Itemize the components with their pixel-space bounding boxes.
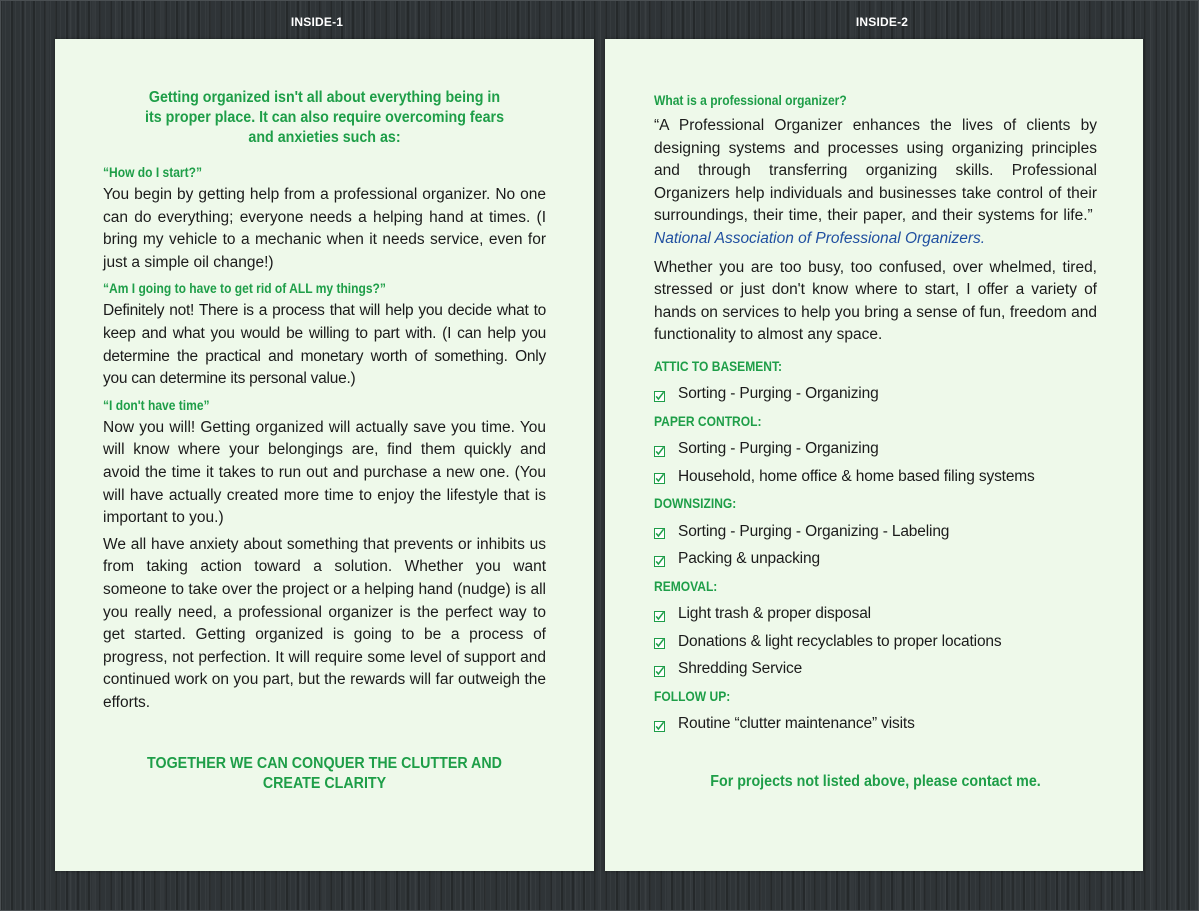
section-title: DOWNSIZING: (654, 495, 737, 512)
checkbox-checked-icon (654, 554, 665, 565)
section-title: PAPER CONTROL: (654, 412, 762, 429)
service-item (654, 380, 1097, 408)
service-item (654, 463, 1097, 491)
checkbox-checked-icon (654, 444, 665, 455)
service-item (654, 435, 1097, 463)
checkbox-checked-icon (654, 389, 665, 400)
answer-no-time: Now you will! Getting organized will actually save you time. You will know where your belongings are, find them quickly and avoid the time it takes to run out and purchase a new one. (You will have actually created more time to enjoy the lifestyle that is important to you.) (103, 418, 546, 527)
service-item-label: Shredding Service (678, 660, 803, 678)
intro-heading: Getting organized isn't all about everything being in its proper place. It can also require overcoming fears and anxieties such as: (144, 89, 505, 146)
page-inside-1 (55, 39, 594, 871)
closing-wrap (103, 754, 546, 794)
contact-footer: For projects not listed above, please contact me. (710, 772, 1041, 790)
inside-1-label: INSIDE-1 (290, 15, 344, 29)
checkbox-checked-icon (654, 719, 665, 730)
question-get-rid-of-things: “Am I going to have to get rid of ALL my things?” (103, 280, 386, 297)
service-item-label: Sorting - Purging - Organizing (678, 440, 879, 458)
service-item (654, 710, 1097, 738)
service-item (654, 600, 1097, 628)
service-item-label: Sorting - Purging - Organizing - Labeling (678, 522, 950, 540)
quote-text: “A Professional Organizer enhances the lives of clients by designing systems and processes using organizing principles and through transferring organizing skills. Professional Organizers help individuals and businesses take control of their surroundings, their time, their paper, and their systems for life.” (654, 117, 1097, 225)
checkbox-checked-icon (654, 636, 665, 647)
question-no-time: “I don't have time” (103, 396, 210, 413)
answer-how-do-i-start: You begin by getting help from a professional organizer. No one can do everything; everyone needs a helping hand at times. (I bring my vehicle to a mechanic when it needs service, even for just a simple oil change!) (103, 186, 546, 271)
definition-quote (654, 115, 1097, 251)
service-item-label: Routine “clutter maintenance” visits (678, 715, 915, 733)
section-title: ATTIC TO BASEMENT: (654, 357, 782, 374)
closing-slogan: TOGETHER WE CAN CONQUER THE CLUTTER AND CREATE CLARITY (147, 755, 502, 793)
service-item-label: Light trash & proper disposal (678, 605, 871, 623)
anxiety-paragraph: We all have anxiety about something that prevents or inhibits us from taking action toward a solution. Whether you want someone to take over the project or a helping hand (nudge) is all you really need, a professional organizer is the perfect way to get started. Getting organized is going to be a process of progress, not perfection. It will require some level of support and continued work on you part, but the rewards will far outweigh the efforts. (103, 535, 546, 711)
what-is-heading: What is a professional organizer? (654, 92, 847, 108)
service-item (654, 655, 1097, 683)
section-title: REMOVAL: (654, 577, 718, 594)
service-item (654, 628, 1097, 656)
service-item (654, 545, 1097, 573)
checkbox-checked-icon (654, 664, 665, 675)
service-item-label: Household, home office & home based filing systems (678, 467, 1035, 485)
checkbox-checked-icon (654, 526, 665, 537)
services-list (654, 353, 1097, 738)
service-item-label: Packing & unpacking (678, 550, 820, 568)
service-item-label: Sorting - Purging - Organizing (678, 385, 879, 403)
page2-content (654, 90, 1097, 792)
quote-attribution: National Association of Professional Organizers. (654, 229, 986, 247)
services-paragraph: Whether you are too busy, too confused, over whelmed, tired, stressed or just don't know where to start, I offer a variety of hands on services to help you bring a sense of fun, freedom and functionality to almost any space. (654, 258, 1097, 344)
inside-2-label: INSIDE-2 (855, 15, 909, 29)
page1-content (103, 88, 546, 794)
section-title: FOLLOW UP: (654, 687, 731, 704)
checkbox-checked-icon (654, 609, 665, 620)
intro-heading-wrap (103, 88, 546, 148)
service-item-label: Donations & light recyclables to proper locations (678, 632, 1002, 650)
page-inside-2 (605, 39, 1143, 871)
checkbox-checked-icon (654, 471, 665, 482)
service-item (654, 518, 1097, 546)
answer-get-rid-of-things: Definitely not! There is a process that will help you decide what to keep and what you would be willing to part with. (I can help you determine the practical and monetary worth of something. Only you can determine its personal value.) (103, 302, 546, 388)
question-how-do-i-start: “How do I start?” (103, 164, 203, 180)
